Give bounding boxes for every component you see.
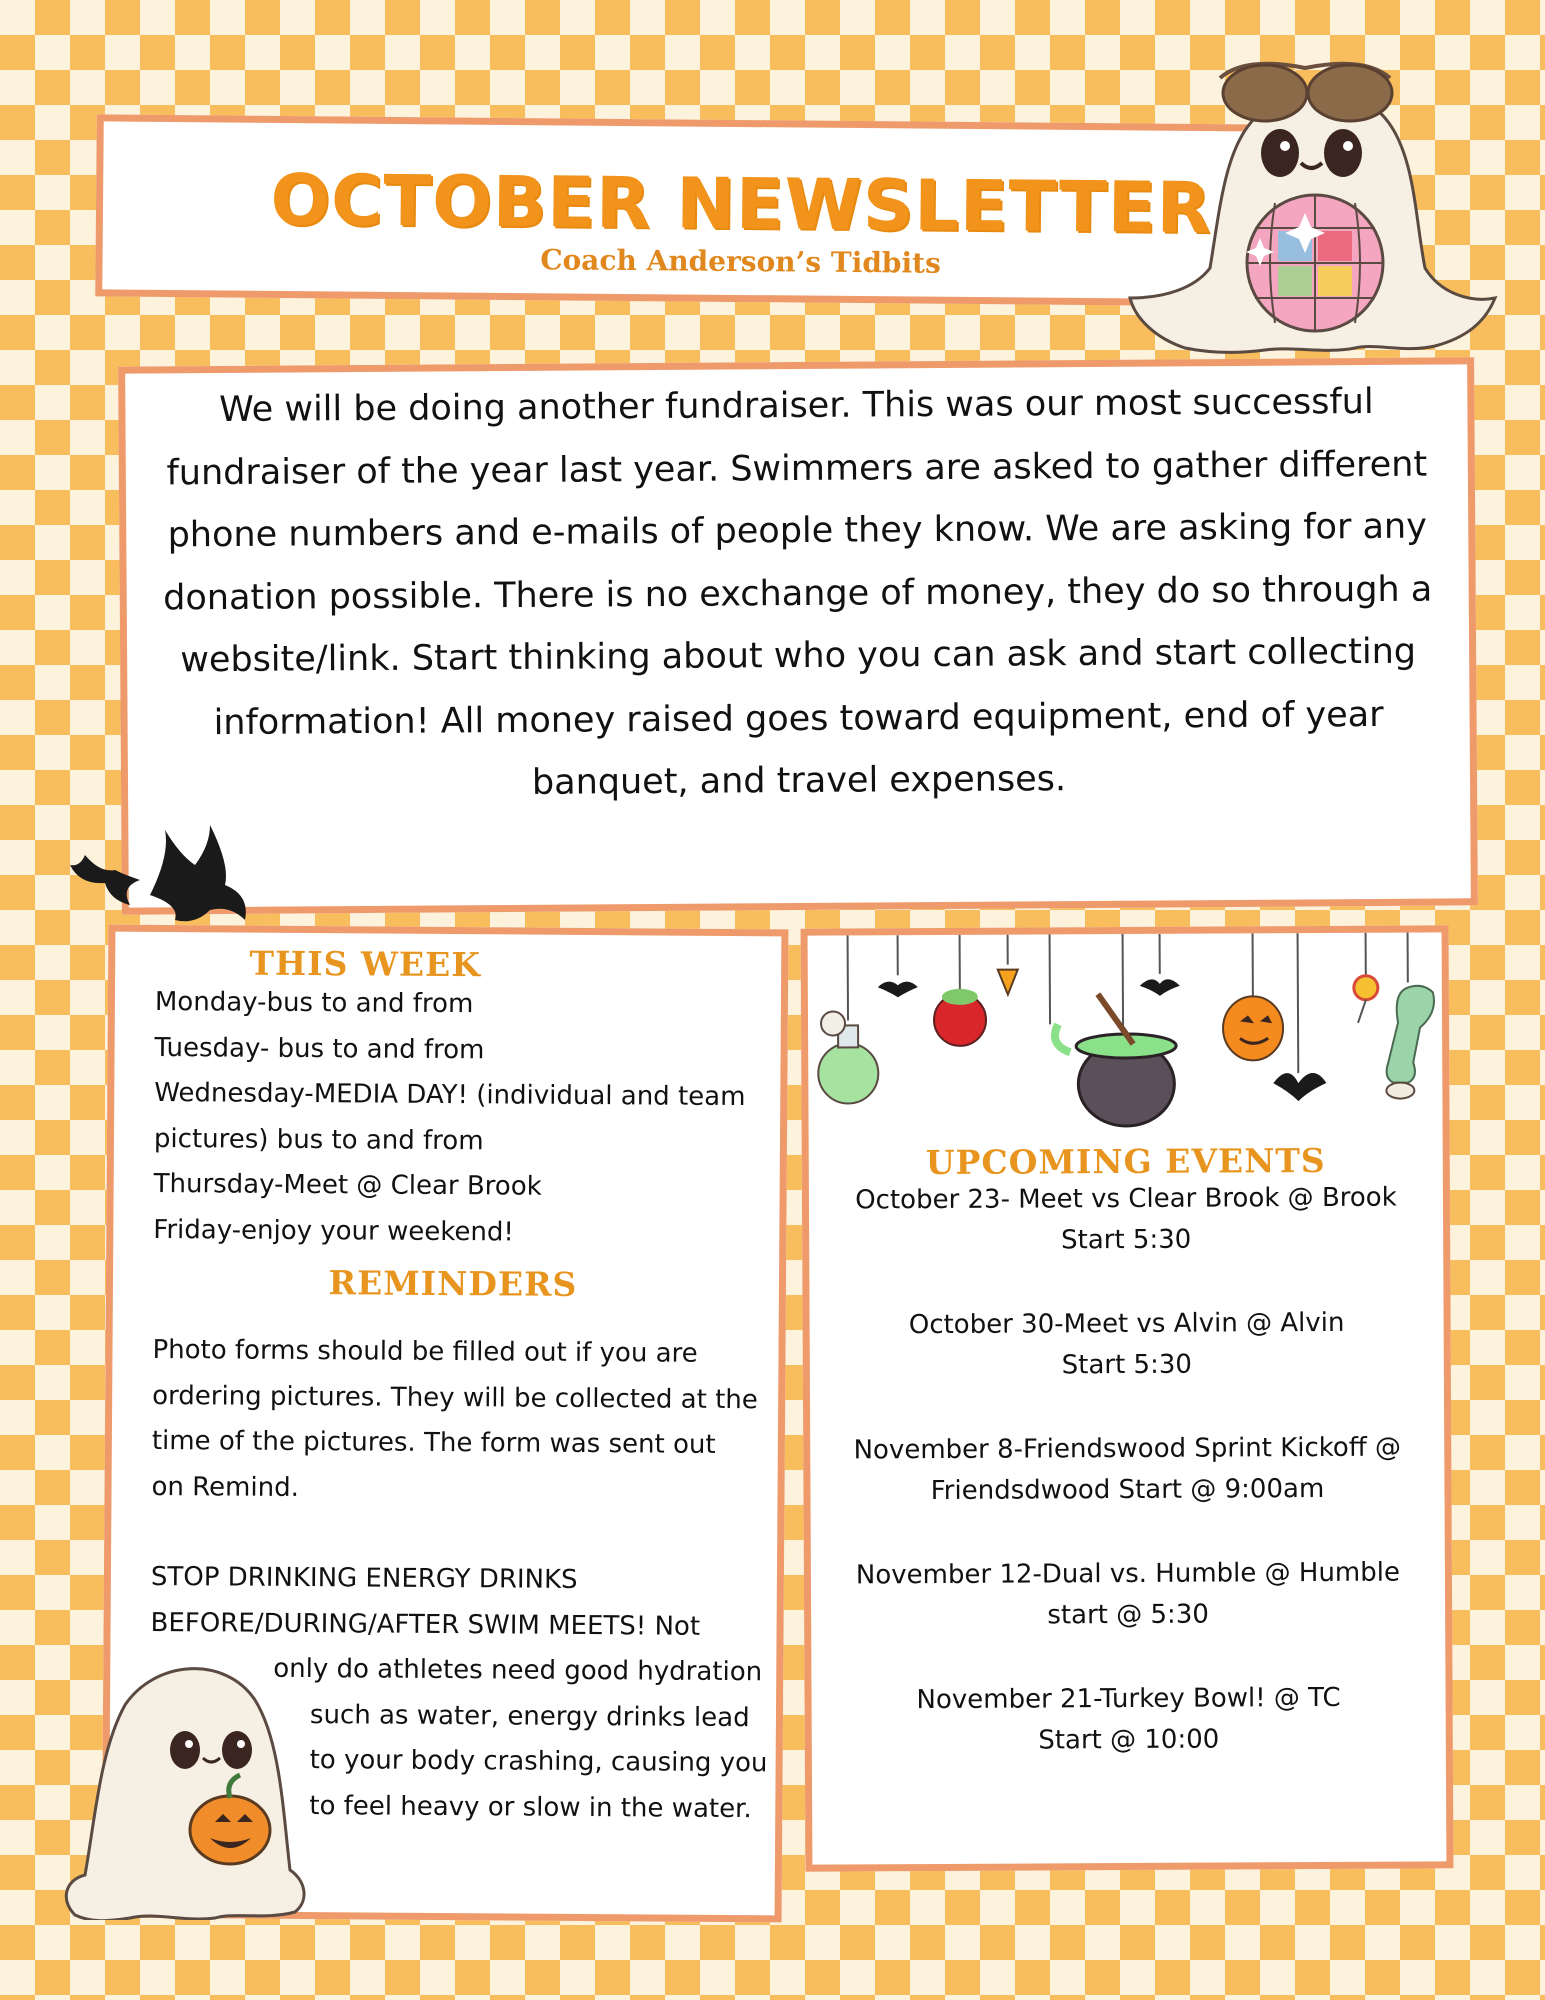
event-title: November 21-Turkey Bowl! @ TC bbox=[916, 1682, 1341, 1716]
this-week-line: Friday-enjoy your weekend! bbox=[153, 1214, 514, 1247]
fundraiser-line: banquet, and travel expenses. bbox=[531, 759, 1067, 803]
ghost-pumpkin-icon bbox=[55, 1650, 315, 1920]
reminder-line: STOP DRINKING ENERGY DRINKS bbox=[150, 1561, 578, 1595]
ghost-disco-ball-icon bbox=[1125, 48, 1505, 358]
event-title: October 23- Meet vs Clear Brook @ Brook bbox=[855, 1182, 1397, 1216]
reminders-heading: REMINDERS bbox=[328, 1263, 578, 1304]
event-item bbox=[810, 1302, 1444, 1387]
event-list bbox=[809, 1177, 1446, 1762]
hanging-halloween-decor-icon bbox=[808, 932, 1443, 1150]
reminder-line: to feel heavy or slow in the water. bbox=[309, 1790, 752, 1824]
fundraiser-line: website/link. Start thinking about who you can ask and start collecting bbox=[180, 631, 1417, 681]
event-detail: Start 5:30 bbox=[1061, 1349, 1192, 1381]
reminder-line: only do athletes need good hydration bbox=[273, 1653, 763, 1688]
event-detail: Start 5:30 bbox=[1060, 1224, 1192, 1256]
event-title: October 30-Meet vs Alvin @ Alvin bbox=[908, 1307, 1345, 1341]
reminder-line: on Remind. bbox=[151, 1471, 299, 1503]
event-item bbox=[809, 1177, 1443, 1262]
this-week-heading: THIS WEEK bbox=[249, 943, 482, 985]
upcoming-heading: UPCOMING EVENTS bbox=[925, 1140, 1326, 1183]
fundraiser-line: donation possible. There is no exchange of money, they do so through a bbox=[163, 569, 1433, 618]
this-week-line: Monday-bus to and from bbox=[154, 986, 474, 1020]
event-detail: Friendsdwood Start @ 9:00am bbox=[930, 1473, 1325, 1507]
this-week-line: pictures) bus to and from bbox=[153, 1123, 484, 1156]
reminder-line: to your body crashing, causing you bbox=[309, 1745, 768, 1779]
fundraiser-panel bbox=[118, 357, 1478, 914]
newsletter-title: OCTOBER NEWSLETTER bbox=[270, 158, 1212, 250]
fundraiser-line: phone numbers and e-mails of people they know. We are asking for any bbox=[167, 506, 1428, 556]
event-title: November 12-Dual vs. Humble @ Humble bbox=[855, 1557, 1401, 1591]
reminder-line: time of the pictures. The form was sent out bbox=[151, 1425, 716, 1460]
reminder-line: ordering pictures. They will be collected at the bbox=[152, 1380, 758, 1415]
event-item bbox=[810, 1427, 1444, 1512]
reminder-line: Photo forms should be filled out if you are bbox=[152, 1334, 698, 1369]
this-week-line: Wednesday-MEDIA DAY! (individual and team bbox=[154, 1077, 746, 1113]
reminder-line: BEFORE/DURING/AFTER SWIM MEETS! Not bbox=[150, 1607, 701, 1642]
event-item bbox=[811, 1677, 1445, 1762]
fundraiser-text bbox=[135, 370, 1460, 817]
upcoming-section bbox=[809, 1140, 1446, 1805]
fundraiser-line: fundraiser of the year last year. Swimmers are asked to gather different bbox=[166, 444, 1428, 493]
this-week-line: Thursday-Meet @ Clear Brook bbox=[153, 1168, 542, 1202]
right-panel bbox=[801, 925, 1454, 1871]
fundraiser-line: information! All money raised goes toward equipment, end of year bbox=[213, 694, 1384, 743]
fundraiser-line: We will be doing another fundraiser. This was our most successful bbox=[219, 381, 1374, 431]
newsletter-subtitle: Coach Anderson’s Tidbits bbox=[540, 243, 941, 280]
reminder-line: such as water, energy drinks lead bbox=[309, 1699, 750, 1733]
event-item bbox=[811, 1552, 1445, 1637]
this-week-line: Tuesday- bus to and from bbox=[154, 1032, 485, 1065]
event-detail: Start @ 10:00 bbox=[1038, 1724, 1220, 1756]
event-title: November 8-Friendswood Sprint Kickoff @ bbox=[853, 1432, 1402, 1466]
event-detail: start @ 5:30 bbox=[1047, 1599, 1209, 1631]
